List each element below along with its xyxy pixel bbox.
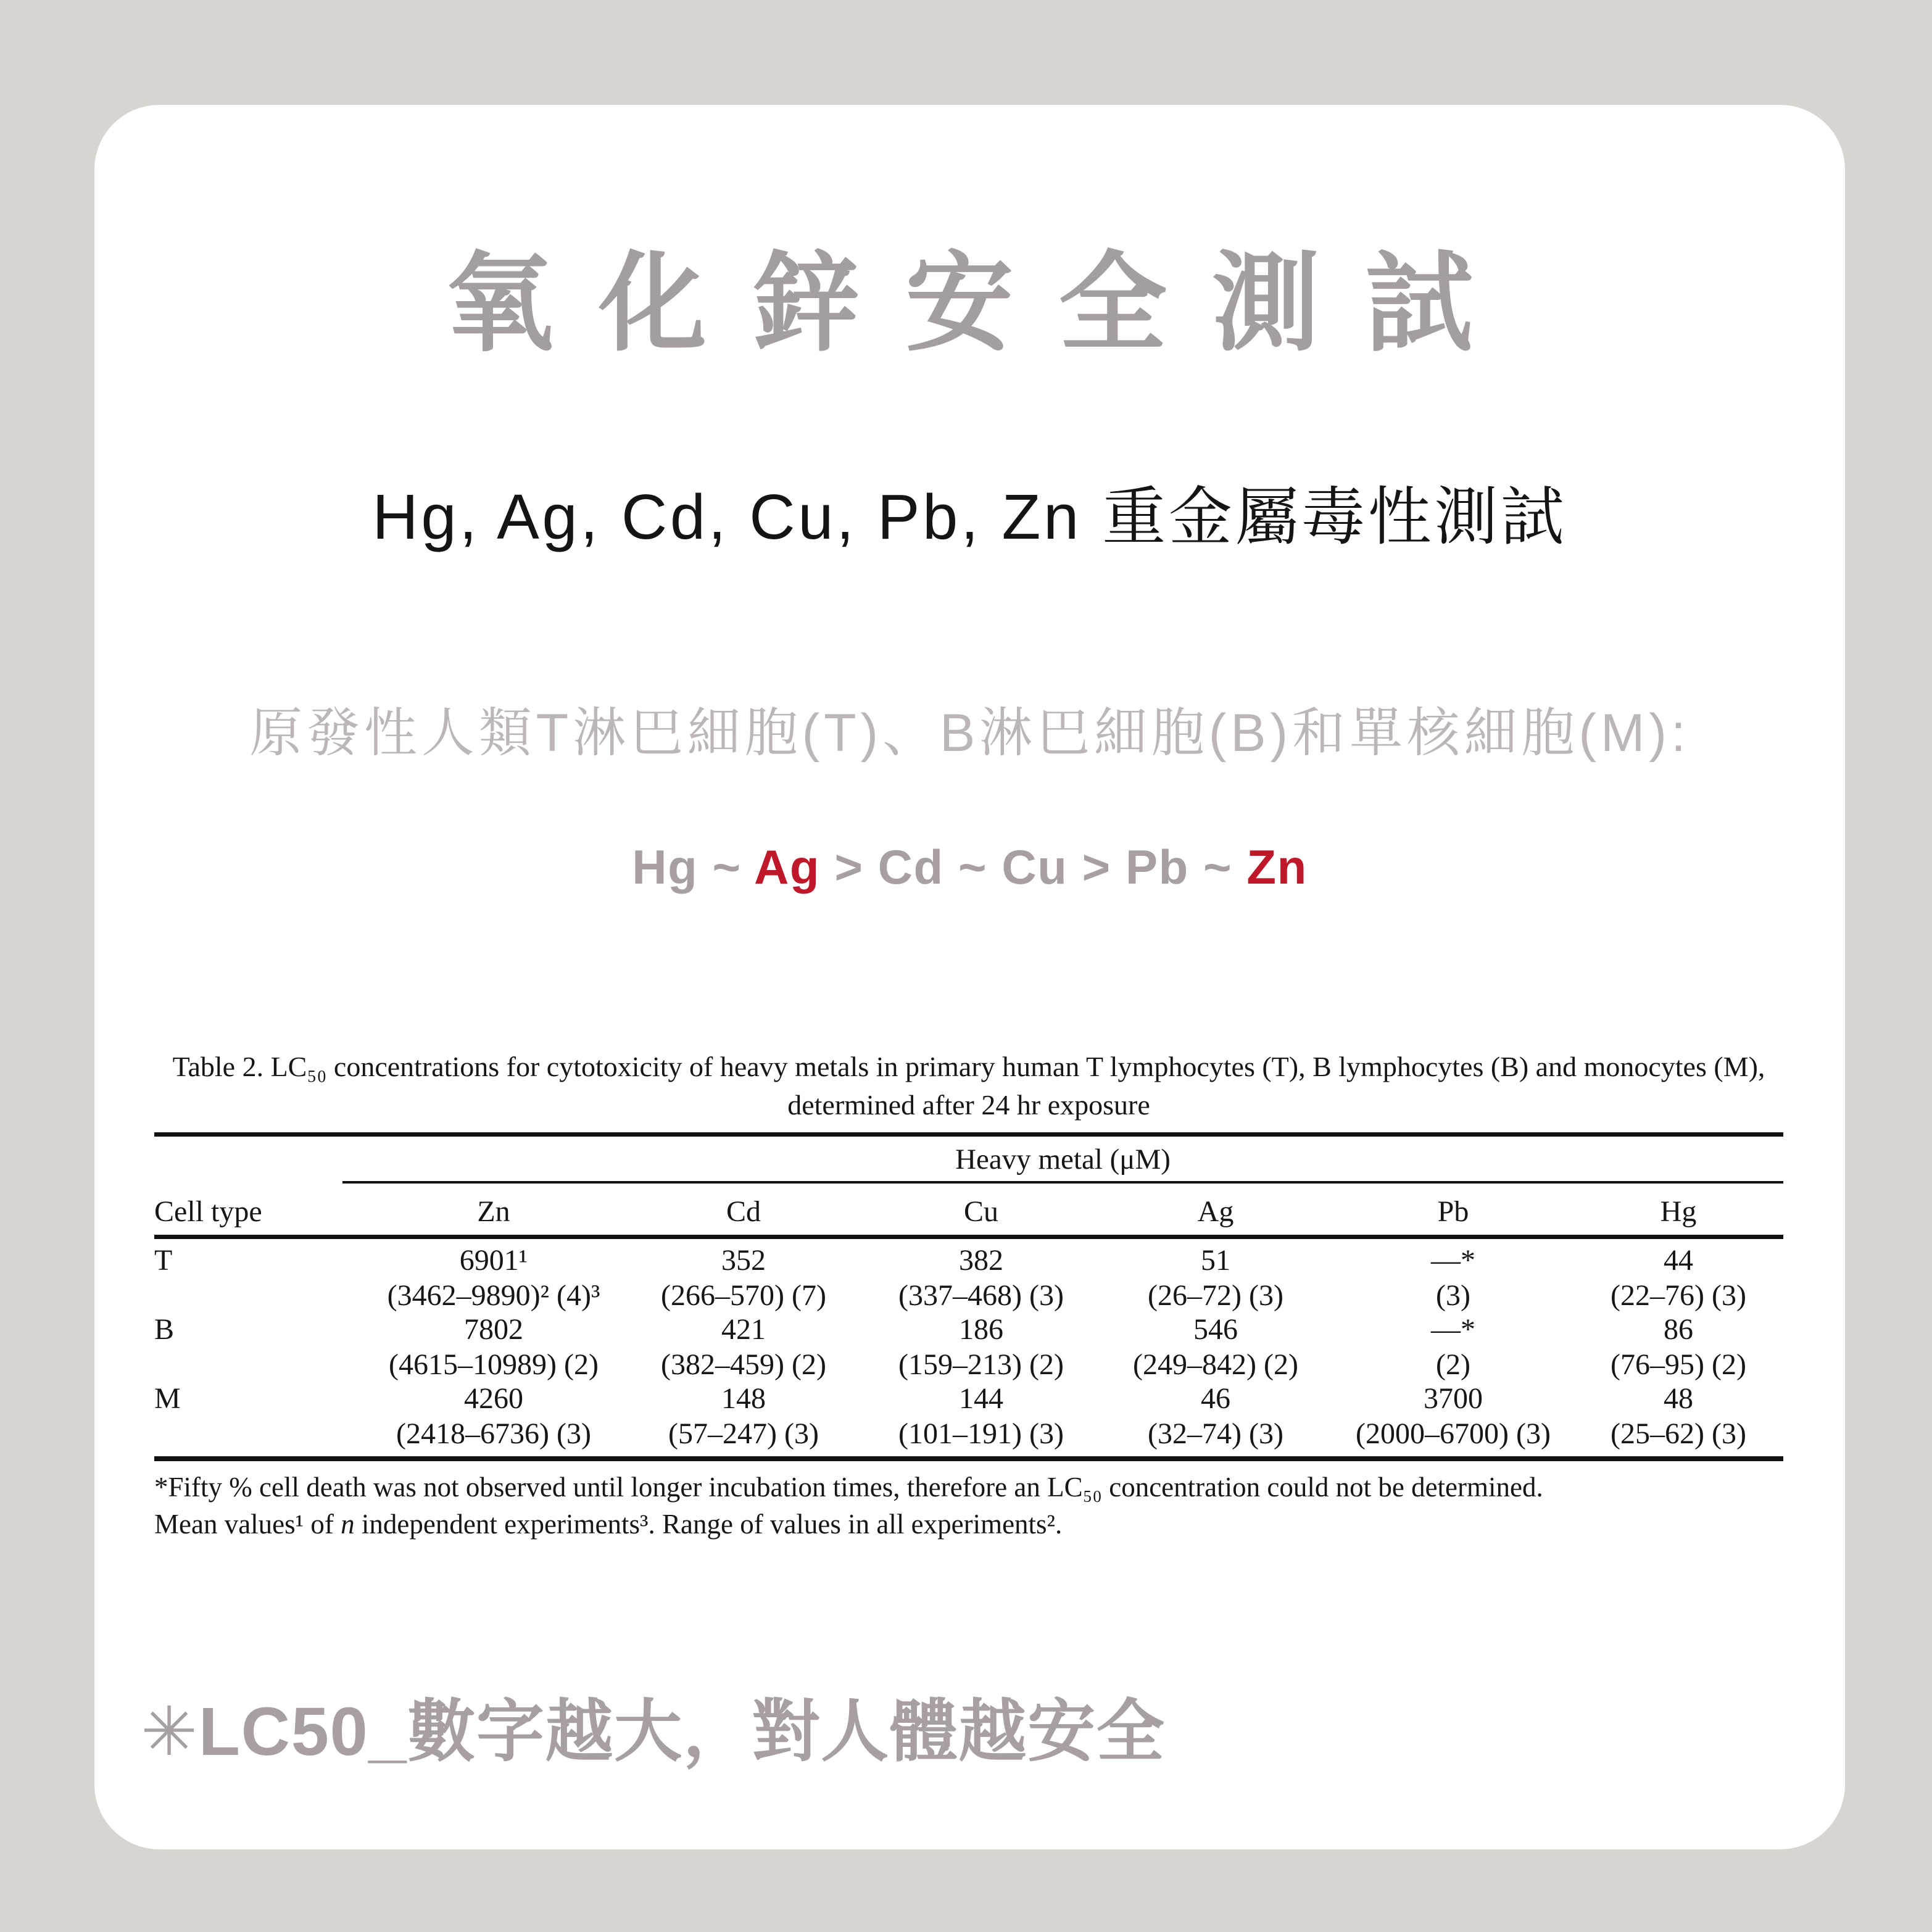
cell-range: (32–74) (3) (1148, 1417, 1283, 1450)
cell-value: 148 (721, 1382, 766, 1415)
cell-range: (2) (1436, 1348, 1470, 1381)
subtitle: Hg, Ag, Cd, Cu, Pb, Zn 重金屬毒性測試 (372, 481, 1567, 552)
table-body (154, 1239, 1783, 1456)
table-row-b (154, 1313, 1783, 1382)
table-caption-line2: determined after 24 hr exposure (787, 1088, 1150, 1121)
row-label: B (154, 1313, 175, 1346)
cell-types-line: 原發性人類T淋巴細胞(T)、B淋巴細胞(B)和單核細胞(M): (249, 703, 1690, 763)
cell-range: (249–842) (2) (1133, 1348, 1298, 1381)
table-caption-line1: Table 2. LC₅₀ concentrations for cytotoxicity of heavy metals in primary human T lymphocytes (T), B lymphocytes (B) and monocytes (M), (172, 1051, 1765, 1082)
row-label: T (154, 1244, 173, 1277)
ranking-segment: > Cd ~ Cu > Pb ~ (820, 840, 1247, 894)
toxicity-ranking (94, 839, 1845, 895)
cell-value: —* (1431, 1244, 1475, 1277)
cell-range: (3) (1436, 1279, 1470, 1312)
cell-range: (382–459) (2) (661, 1348, 826, 1381)
cell-range: (25–62) (3) (1611, 1417, 1746, 1450)
cell-value: 86 (1664, 1313, 1693, 1346)
cell-range: (101–191) (3) (898, 1417, 1064, 1450)
cell-value: 3700 (1424, 1382, 1483, 1415)
table-rule-header (154, 1235, 1783, 1239)
page-title: 氧化鋅安全測試 (445, 244, 1519, 365)
cell-value: —* (1431, 1313, 1475, 1346)
table-rule-top (154, 1132, 1783, 1137)
footnote-line1: *Fifty % cell death was not observed until longer incubation times, therefore an LC₅₀ concentration could not be determined. (154, 1471, 1543, 1503)
cell-range: (3462–9890)² (4)³ (387, 1279, 600, 1312)
cell-range: (337–468) (3) (898, 1279, 1064, 1312)
content-card (94, 105, 1845, 1849)
cell-value: 352 (721, 1244, 766, 1277)
footnote-line2-part1: Mean values¹ of (154, 1509, 341, 1540)
heavy-metal-group-header: Heavy metal (μM) (955, 1143, 1171, 1176)
cell-value: 48 (1664, 1382, 1693, 1415)
cell-value: 546 (1193, 1313, 1238, 1346)
cell-range: (26–72) (3) (1148, 1279, 1283, 1312)
cell-value: 6901¹ (459, 1244, 528, 1277)
row-label: M (154, 1382, 181, 1415)
footnote-n-variable: n (341, 1509, 355, 1540)
cell-value: 421 (721, 1313, 766, 1346)
table-header-row (154, 1184, 1783, 1235)
footnote-line2-part2: independent experiments³. Range of values in all experiments². (354, 1509, 1063, 1540)
ranking-segment: Hg ~ (632, 840, 754, 894)
table-rule-bottom (154, 1456, 1783, 1461)
cell-value: 144 (959, 1382, 1003, 1415)
column-header-cell-type: Cell type (154, 1195, 262, 1229)
cell-range: (2000–6700) (3) (1356, 1417, 1551, 1450)
cell-range: (159–213) (2) (898, 1348, 1064, 1381)
column-header-zn: Zn (477, 1195, 510, 1229)
column-header-cd: Cd (726, 1195, 761, 1229)
lc50-explanation-note: ✳LC50_數字越大，對人體越安全 (141, 1694, 1166, 1770)
column-header-hg: Hg (1660, 1195, 1697, 1229)
cell-value: 7802 (464, 1313, 523, 1346)
cell-range: (4615–10989) (2) (389, 1348, 599, 1381)
cell-range: (2418–6736) (3) (396, 1417, 591, 1450)
cell-value: 382 (959, 1244, 1003, 1277)
column-header-cu: Cu (963, 1195, 998, 1229)
cell-range: (57–247) (3) (668, 1417, 819, 1450)
table-caption (154, 1048, 1783, 1124)
cell-range: (76–95) (2) (1611, 1348, 1746, 1381)
paper-table-scan (154, 1048, 1783, 1543)
table-footnote (154, 1469, 1783, 1544)
cell-value: 186 (959, 1313, 1003, 1346)
cell-range: (266–570) (7) (661, 1279, 826, 1312)
cell-value: 46 (1201, 1382, 1230, 1415)
cell-value: 51 (1201, 1244, 1230, 1277)
column-header-pb: Pb (1437, 1195, 1469, 1229)
column-header-ag: Ag (1197, 1195, 1234, 1229)
cell-value: 4260 (464, 1382, 523, 1415)
cell-range: (22–76) (3) (1611, 1279, 1746, 1312)
ranking-segment-ag: Ag (753, 840, 821, 894)
cell-value: 44 (1664, 1244, 1693, 1277)
ranking-segment-zn: Zn (1246, 840, 1308, 894)
table-row-m (154, 1382, 1783, 1451)
table-row-t (154, 1244, 1783, 1313)
